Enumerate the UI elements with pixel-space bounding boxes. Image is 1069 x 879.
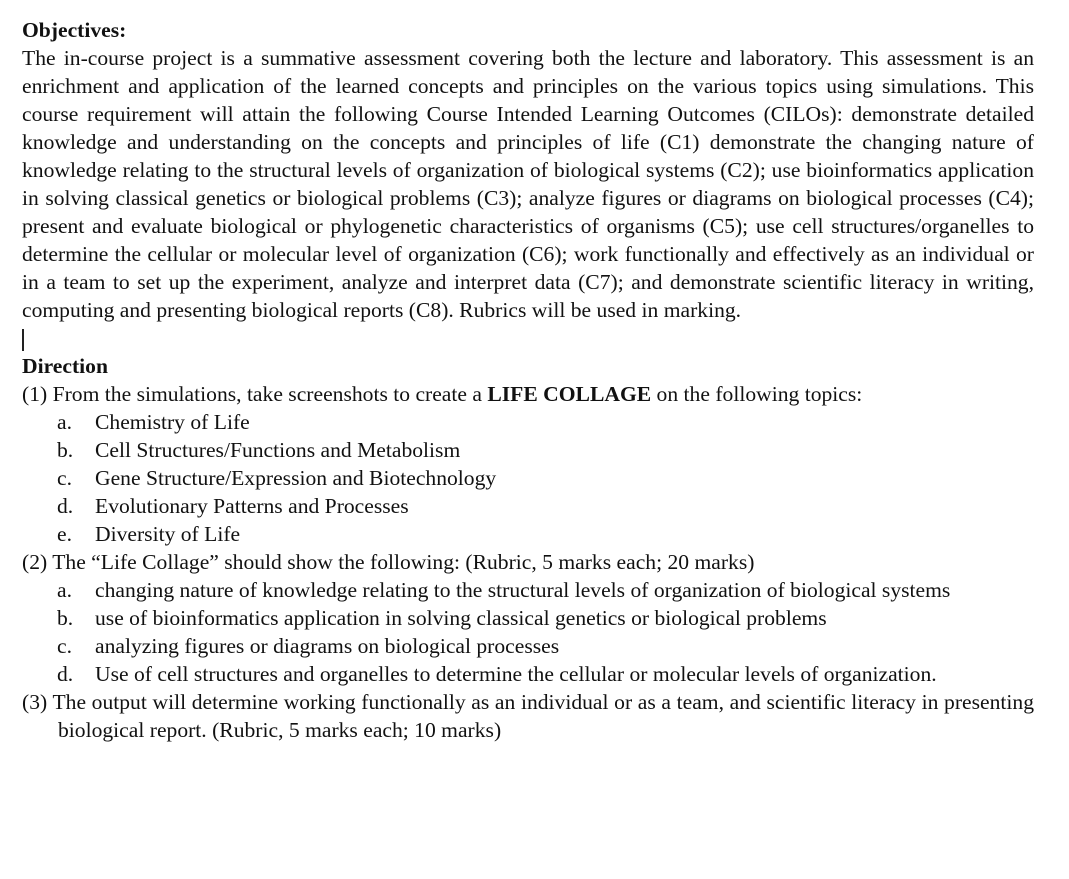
list-item-text: Diversity of Life [95, 522, 241, 546]
direction-step-2 [22, 548, 1034, 576]
direction-heading: Direction [22, 354, 108, 378]
list-item [22, 632, 1034, 660]
topic-list [22, 408, 1034, 548]
list-item-text: Gene Structure/Expression and Biotechnology [95, 466, 497, 490]
list-item [22, 436, 1034, 464]
list-marker: b. [57, 438, 74, 462]
list-marker: a. [57, 410, 72, 434]
step-number: (1) [22, 382, 48, 406]
list-item-text: analyzing figures or diagrams on biological processes [95, 634, 560, 658]
list-item [22, 464, 1034, 492]
step-text: The output will determine working functionally as an individual or as a team, and scientific literacy in presenting biological report. (Rubric, 5 marks each; 10 marks) [52, 690, 1035, 742]
list-marker: d. [57, 662, 74, 686]
list-item-text: Cell Structures/Functions and Metabolism [95, 438, 461, 462]
list-item [22, 576, 1034, 604]
collage-criteria-list [22, 576, 1034, 688]
list-item-text: Chemistry of Life [95, 410, 250, 434]
list-marker: c. [57, 634, 72, 658]
list-item [22, 660, 1034, 688]
list-item-text: Use of cell structures and organelles to determine the cellular or molecular levels of organization. [95, 662, 937, 686]
list-item [22, 520, 1034, 548]
step-number: (3) [22, 690, 48, 714]
list-item [22, 408, 1034, 436]
list-marker: e. [57, 522, 72, 546]
direction-step-1 [22, 380, 1034, 408]
list-item [22, 604, 1034, 632]
objectives-heading: Objectives: [22, 18, 127, 42]
document [22, 16, 1034, 744]
list-marker: b. [57, 606, 74, 630]
direction-step-3 [22, 688, 1034, 744]
list-item-text: changing nature of knowledge relating to the structural levels of organization of biological systems [95, 578, 951, 602]
list-item-text: Evolutionary Patterns and Processes [95, 494, 409, 518]
objectives-paragraph: The in-course project is a summative assessment covering both the lecture and laboratory. This assessment is an enrichment and application of the learned concepts and principles on the various topics using simulations. This course requirement will attain the following Course Intended Learning Outcomes (CILOs): demonstrate detailed knowledge and understanding on the concepts and principles of life (C1) demonstrate the changing nature of knowledge relating to the structural levels of organization of biological systems (C2); use bioinformatics application in solving classical genetics or biological problems (C3); analyze figures or diagrams on biological processes (C4); present and evaluate biological or phylogenetic characteristics of organisms (C5); use cell structures/organelles to determine the cellular or molecular level of organization (C6); work functionally and effectively as an individual or in a team to set up the experiment, analyze and interpret data (C7); and demonstrate scientific literacy in writing, computing and presenting biological reports (C8). Rubrics will be used in marking. [22, 46, 1034, 322]
text-cursor [22, 329, 24, 351]
step-number: (2) [22, 550, 48, 574]
list-marker: a. [57, 578, 72, 602]
list-marker: c. [57, 466, 72, 490]
step-text-after: on the following topics: [651, 382, 863, 406]
life-collage-emphasis: LIFE COLLAGE [487, 382, 652, 406]
list-marker: d. [57, 494, 74, 518]
step-text: The “Life Collage” should show the following: (Rubric, 5 marks each; 20 marks) [52, 550, 755, 574]
list-item-text: use of bioinformatics application in solving classical genetics or biological problems [95, 606, 827, 630]
list-item [22, 492, 1034, 520]
step-text-before: From the simulations, take screenshots to create a [52, 382, 488, 406]
